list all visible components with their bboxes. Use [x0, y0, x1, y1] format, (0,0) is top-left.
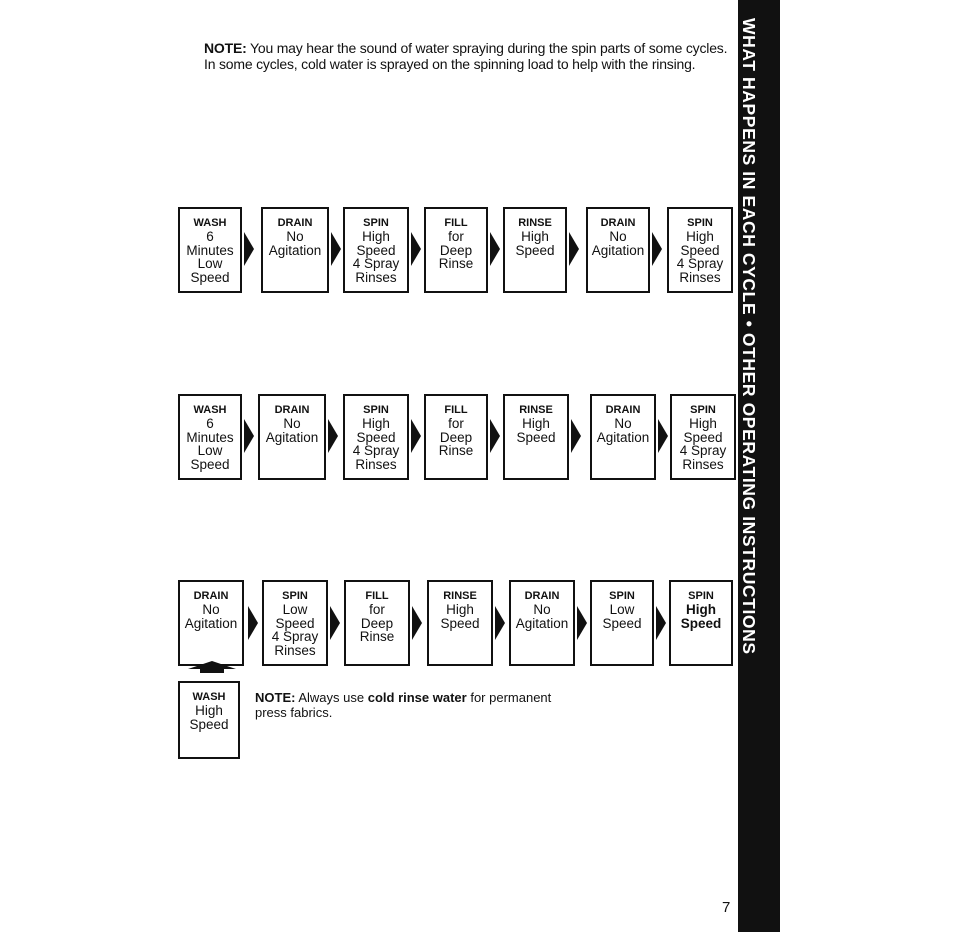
step-line: No — [202, 602, 220, 617]
step-line: Agitation — [268, 242, 322, 258]
step-title: DRAIN — [600, 217, 636, 229]
step-line: Agitation — [596, 429, 650, 445]
step-line: Speed — [516, 429, 556, 445]
note2-post: for permanent press fabrics. — [255, 690, 552, 720]
step-title: FILL — [444, 404, 468, 416]
step-line: Deep — [439, 242, 473, 258]
note2-label: NOTE: — [255, 690, 296, 705]
row3-step3 — [344, 580, 410, 666]
step-line: Agitation — [591, 242, 645, 258]
step-line: 4 Spray — [271, 629, 319, 644]
step-title: WASH — [193, 404, 227, 416]
step-title: SPIN — [363, 217, 389, 229]
row1-step5 — [503, 207, 567, 293]
row3-step1 — [178, 580, 244, 666]
step-line: 6 — [206, 416, 214, 431]
step-line: Low — [197, 256, 223, 271]
step-line: 4 Spray — [679, 443, 727, 458]
step-title: SPIN — [690, 404, 716, 416]
flow-arrow — [569, 232, 579, 266]
step-title: FILL — [365, 590, 389, 602]
step-title: DRAIN — [524, 590, 560, 602]
step-title: DRAIN — [193, 590, 229, 602]
flow-arrow — [328, 419, 338, 453]
row2-step2 — [258, 394, 326, 480]
flow-arrow — [331, 232, 341, 266]
flow-arrow — [490, 232, 500, 266]
step-line: Low — [609, 602, 635, 617]
row1-step3 — [343, 207, 409, 293]
step-line: 4 Spray — [352, 443, 400, 458]
step-line: Agitation — [184, 615, 238, 631]
step-line: Rinses — [355, 456, 397, 472]
row3-step4 — [427, 580, 493, 666]
step-title: SPIN — [282, 590, 308, 602]
flow-arrow — [330, 606, 340, 640]
step-line: Rinse — [438, 443, 474, 458]
flow-arrow — [412, 606, 422, 640]
row2-step3 — [343, 394, 409, 480]
step-line: Speed — [602, 615, 642, 631]
step-line: for — [448, 416, 464, 431]
flow-arrow — [652, 232, 662, 266]
step-title: WASH — [193, 217, 227, 229]
row3-step6 — [590, 580, 654, 666]
step-line: Low — [282, 602, 308, 617]
step-line: High — [686, 602, 716, 617]
step-line: Speed — [190, 456, 230, 472]
flow-arrow — [411, 419, 421, 453]
row1-step7 — [667, 207, 733, 293]
sidebar-title: WHAT HAPPENS IN EACH CYCLE • OTHER OPERATING INSTRUCTIONS — [739, 18, 759, 655]
step-line: High — [522, 416, 550, 431]
step-title: WASH — [192, 691, 226, 703]
flow-arrow — [656, 606, 666, 640]
note-text: You may hear the sound of water spraying during the spin parts of some cycles. In some cycles, cold water is sprayed on the spinning load to help with the rinsing. — [204, 40, 728, 72]
step-title: DRAIN — [277, 217, 313, 229]
wash-high-speed-box — [178, 681, 240, 759]
row2-step7 — [670, 394, 736, 480]
step-title: RINSE — [443, 590, 477, 602]
step-line: Speed — [680, 242, 720, 258]
flow-arrow — [244, 419, 254, 453]
step-line: Rinses — [679, 269, 721, 285]
step-line: 4 Spray — [352, 256, 400, 271]
step-title: RINSE — [519, 404, 553, 416]
step-line: Rinses — [682, 456, 724, 472]
step-line: High — [195, 703, 223, 718]
step-title: SPIN — [688, 590, 714, 602]
row1-step2 — [261, 207, 329, 293]
step-line: Speed — [190, 269, 230, 285]
row1-step6 — [586, 207, 650, 293]
step-line: 6 — [206, 229, 214, 244]
step-line: Speed — [356, 429, 396, 445]
step-line: Rinse — [438, 256, 474, 271]
row1-step4 — [424, 207, 488, 293]
step-line: No — [283, 416, 301, 431]
step-title: SPIN — [363, 404, 389, 416]
flow-arrow — [577, 606, 587, 640]
up-arrow-icon — [188, 661, 236, 673]
step-line: Minutes — [186, 242, 234, 258]
row1-step1 — [178, 207, 242, 293]
step-line: Speed — [680, 615, 722, 631]
step-title: DRAIN — [605, 404, 641, 416]
step-line: Rinses — [274, 642, 316, 658]
step-line: Deep — [360, 615, 394, 631]
step-line: Minutes — [186, 429, 234, 445]
row2-step6 — [590, 394, 656, 480]
step-line: No — [533, 602, 551, 617]
step-title: SPIN — [609, 590, 635, 602]
step-title: FILL — [444, 217, 468, 229]
flow-arrow — [571, 419, 581, 453]
row3-step2 — [262, 580, 328, 666]
row3-step7 — [669, 580, 733, 666]
row2-step4 — [424, 394, 488, 480]
flow-arrow — [658, 419, 668, 453]
flow-arrow — [244, 232, 254, 266]
step-line: No — [286, 229, 304, 244]
flow-arrow — [411, 232, 421, 266]
step-line: Agitation — [265, 429, 319, 445]
step-line: High — [689, 416, 717, 431]
note2-pre: Always use — [298, 690, 365, 705]
page-number: 7 — [722, 899, 731, 916]
step-line: High — [362, 416, 390, 431]
step-line: High — [521, 229, 549, 244]
permanent-press-note — [255, 690, 555, 720]
step-line: No — [614, 416, 632, 431]
step-line: Speed — [515, 242, 555, 258]
step-line: High — [446, 602, 474, 617]
flow-arrow — [495, 606, 505, 640]
step-line: Speed — [189, 716, 229, 732]
row2-step5 — [503, 394, 569, 480]
step-line: High — [362, 229, 390, 244]
step-line: Low — [197, 443, 223, 458]
flow-arrow — [490, 419, 500, 453]
step-title: SPIN — [687, 217, 713, 229]
step-line: Rinse — [359, 629, 395, 644]
step-line: Speed — [275, 615, 315, 631]
step-line: No — [609, 229, 627, 244]
step-line: Speed — [440, 615, 480, 631]
step-line: High — [686, 229, 714, 244]
step-line: Speed — [356, 242, 396, 258]
note2-bold: cold rinse water — [367, 690, 467, 705]
step-line: 4 Spray — [676, 256, 724, 271]
step-line: Rinses — [355, 269, 397, 285]
note-label: NOTE: — [204, 40, 247, 56]
step-title: RINSE — [518, 217, 552, 229]
step-line: Speed — [683, 429, 723, 445]
step-title: DRAIN — [274, 404, 310, 416]
row2-step1 — [178, 394, 242, 480]
step-line: for — [369, 602, 385, 617]
flow-arrow — [248, 606, 258, 640]
step-line: Agitation — [515, 615, 569, 631]
step-line: for — [448, 229, 464, 244]
row3-step5 — [509, 580, 575, 666]
step-line: Deep — [439, 429, 473, 445]
top-note — [204, 40, 734, 72]
